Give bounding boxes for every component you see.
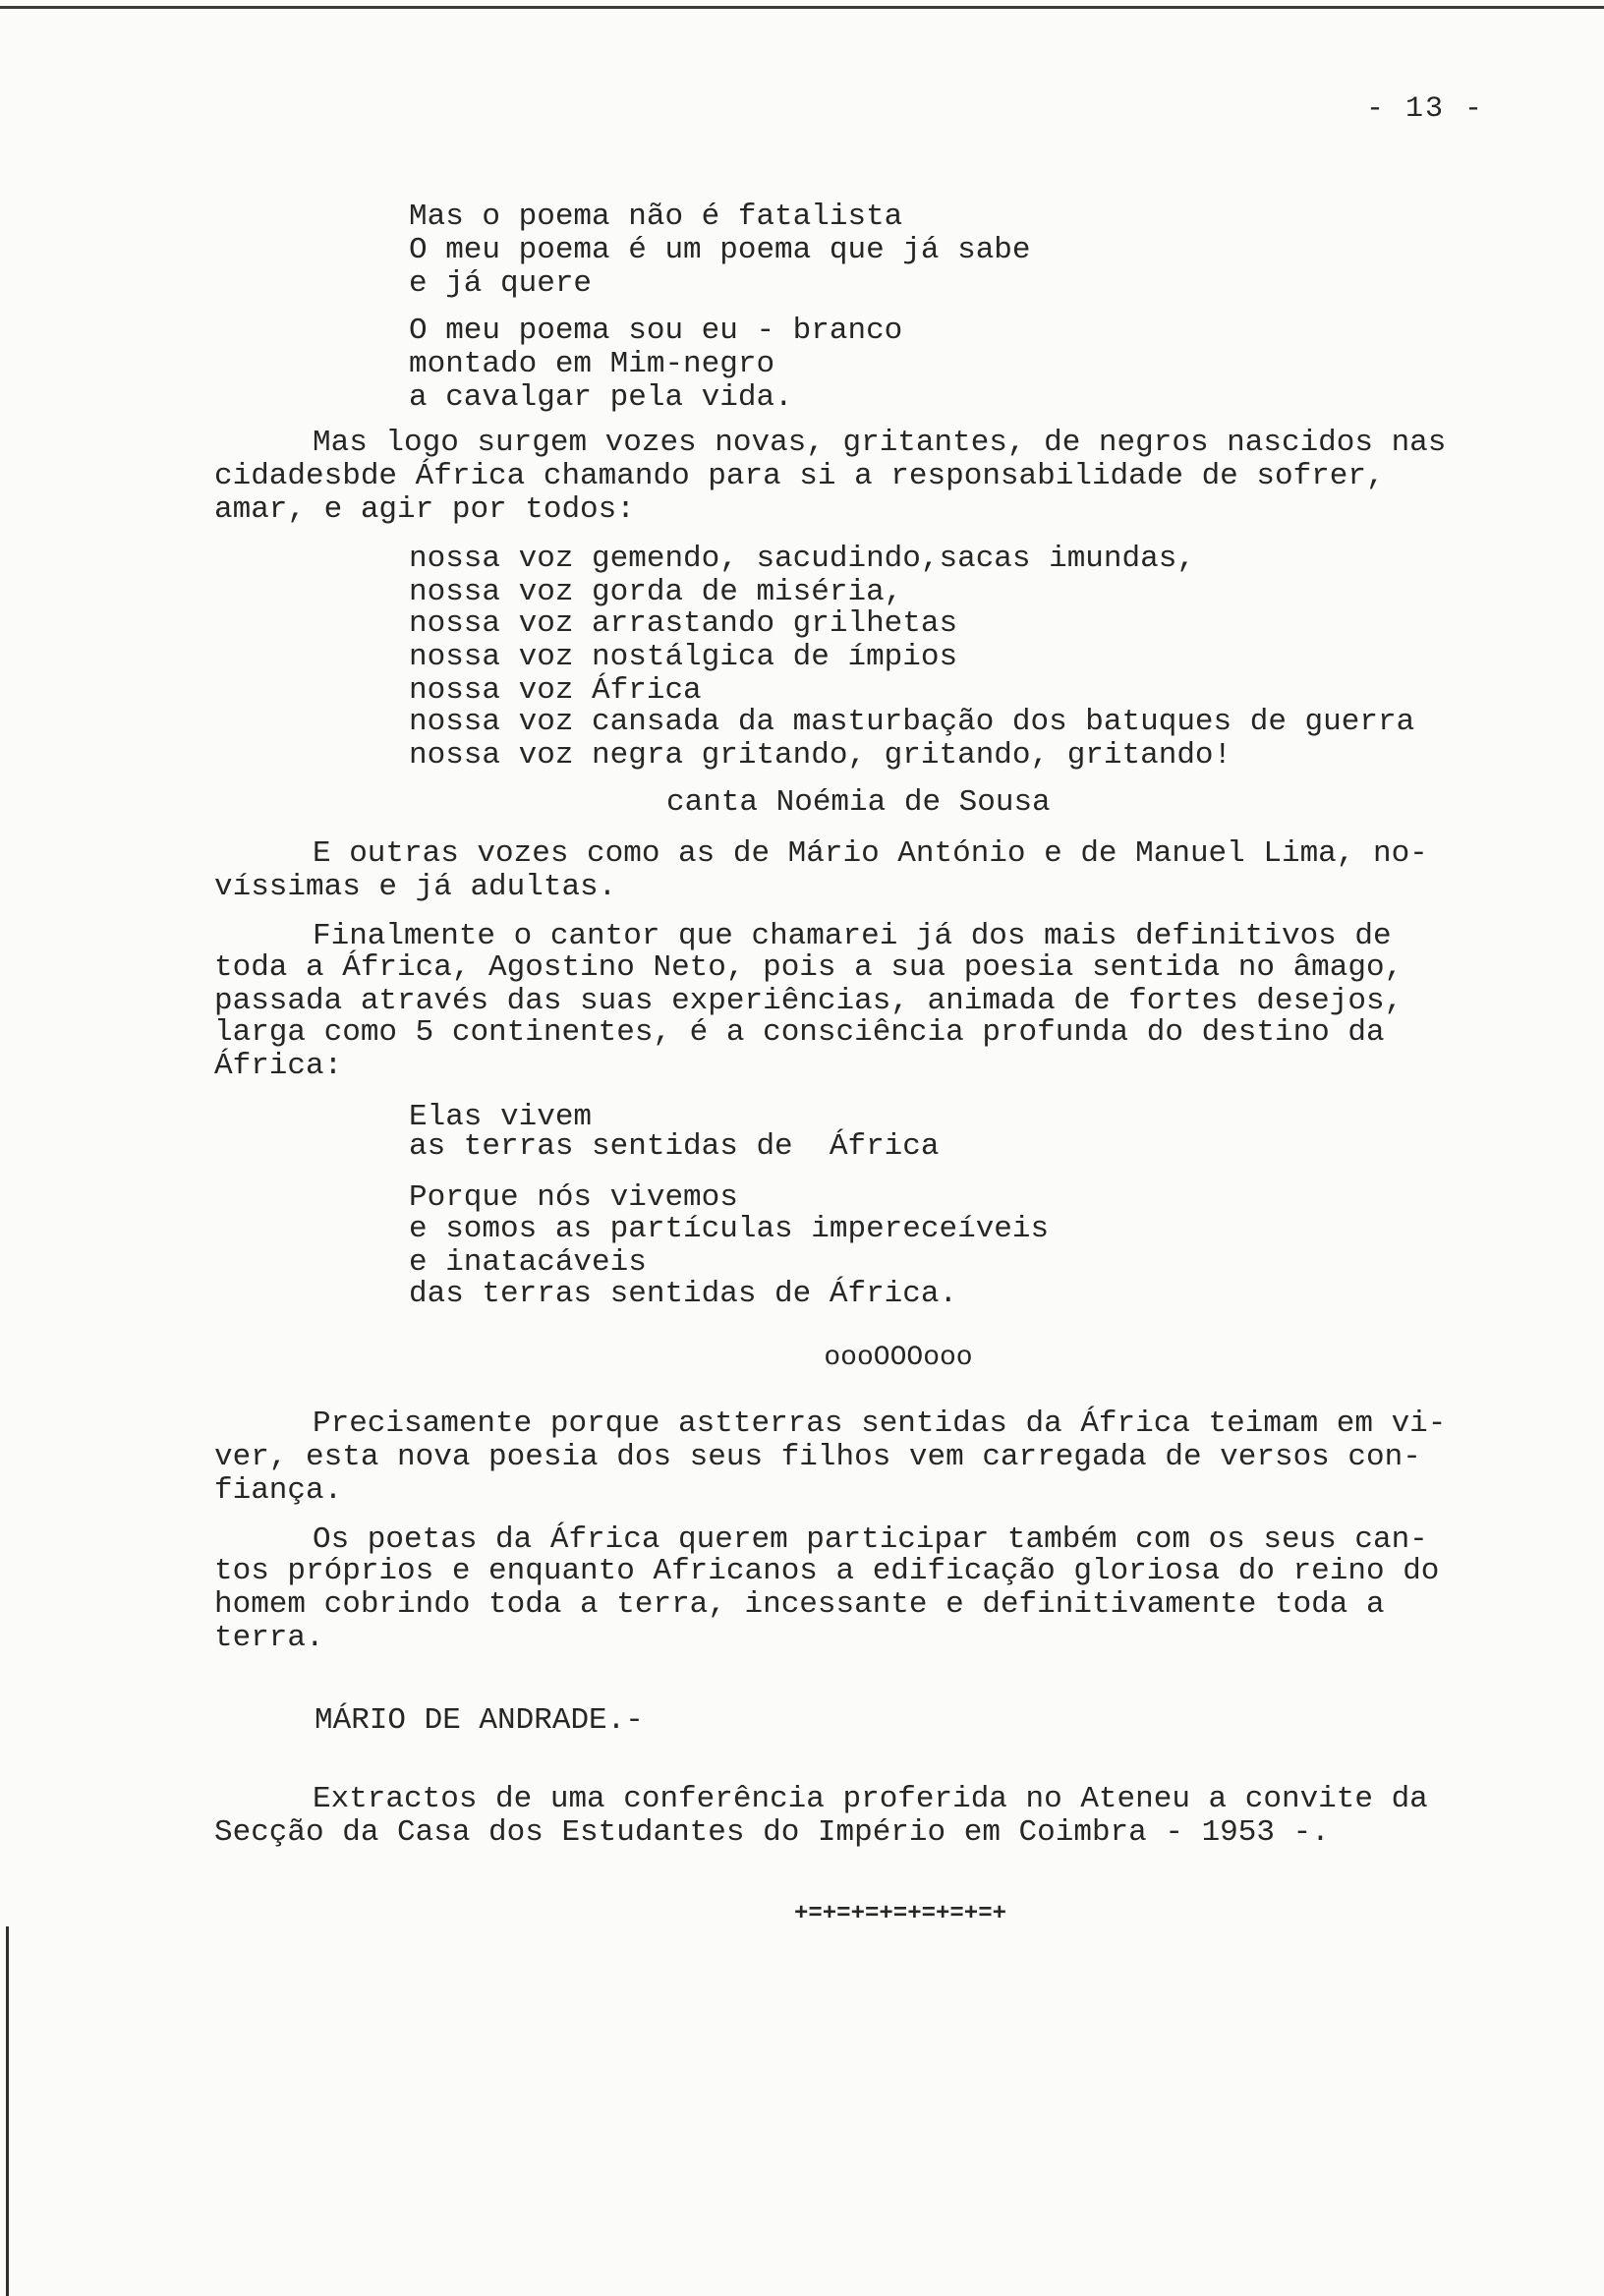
- section-divider: oooOOOooo: [824, 1343, 973, 1373]
- paragraph-line: homem cobrindo toda a terra, incessante e definitivamente toda a: [214, 1587, 1385, 1622]
- paragraph-line: ver, esta nova poesia dos seus filhos vem carregada de versos con-: [214, 1440, 1421, 1474]
- footnote-line: Secção da Casa dos Estudantes do Império em Coimbra - 1953 -.: [214, 1815, 1330, 1850]
- poem-line: nossa voz negra gritando, gritando, gritando!: [409, 738, 1232, 773]
- paragraph-line: cidadesbde África chamando para si a responsabilidade de sofrer,: [214, 459, 1385, 493]
- footnote-line: Extractos de uma conferência proferida no Ateneu a convite da: [313, 1782, 1428, 1816]
- poem-line: nossa voz África: [409, 673, 702, 708]
- paragraph-line: Finalmente o cantor que chamarei já dos mais definitivos de: [313, 919, 1392, 953]
- poem-line: O meu poema sou eu - branco: [409, 314, 903, 348]
- end-ornament: +=+=+=+=+=+=+=+: [793, 1901, 1007, 1927]
- paragraph-line: passada através das suas experiências, animada de fortes desejos,: [214, 984, 1404, 1018]
- poem-line: e somos as partículas impereceíveis: [409, 1212, 1050, 1246]
- poem-line: O meu poema é um poema que já sabe: [409, 233, 1031, 267]
- poem-line: das terras sentidas de África.: [409, 1277, 958, 1311]
- paragraph-line: Precisamente porque astterras sentidas da África teimam em vi-: [313, 1406, 1447, 1441]
- paragraph-line: terra.: [214, 1621, 324, 1655]
- page-number: - 13 -: [1366, 92, 1485, 126]
- poem-line: montado em Mim-negro: [409, 347, 775, 381]
- left-edge-rule: [6, 1926, 9, 2296]
- poem-line: as terras sentidas de África: [409, 1129, 940, 1164]
- poem-line: Porque nós vivemos: [409, 1180, 738, 1215]
- poem-line: nossa voz cansada da masturbação dos batuques de guerra: [409, 705, 1415, 739]
- poem-line: e já quere: [409, 266, 593, 301]
- poem-line: nossa voz arrastando grilhetas: [409, 606, 958, 641]
- top-edge-rule: [0, 6, 1604, 9]
- paragraph-line: E outras vozes como as de Mário António e de Manuel Lima, no-: [313, 836, 1428, 871]
- poem-line: Mas o poema não é fatalista: [409, 200, 903, 234]
- paragraph-line: fiança.: [214, 1473, 343, 1508]
- poem-line: Elas vivem: [409, 1100, 593, 1134]
- poem-line: nossa voz nostálgica de ímpios: [409, 640, 958, 674]
- poem-line: nossa voz gemendo, sacudindo,sacas imundas,: [409, 542, 1195, 576]
- poem-attribution: canta Noémia de Sousa: [666, 785, 1051, 820]
- paragraph-line: África:: [214, 1049, 343, 1083]
- paragraph-line: tos próprios e enquanto Africanos a edificação gloriosa do reino do: [214, 1554, 1440, 1588]
- paragraph-line: larga como 5 continentes, é a consciência profunda do destino da: [214, 1015, 1385, 1050]
- author-signature: MÁRIO DE ANDRADE.-: [315, 1703, 644, 1738]
- paragraph-line: víssimas e já adultas.: [214, 870, 617, 904]
- poem-line: e inatacáveis: [409, 1245, 647, 1280]
- paragraph-line: Os poetas da África querem participar também com os seus can-: [313, 1522, 1428, 1557]
- poem-line: a cavalgar pela vida.: [409, 380, 793, 415]
- poem-line: nossa voz gorda de miséria,: [409, 575, 903, 609]
- paragraph-line: amar, e agir por todos:: [214, 492, 635, 527]
- paragraph-line: toda a África, Agostino Neto, pois a sua poesia sentida no âmago,: [214, 950, 1404, 985]
- paragraph-line: Mas logo surgem vozes novas, gritantes, de negros nascidos nas: [313, 426, 1447, 460]
